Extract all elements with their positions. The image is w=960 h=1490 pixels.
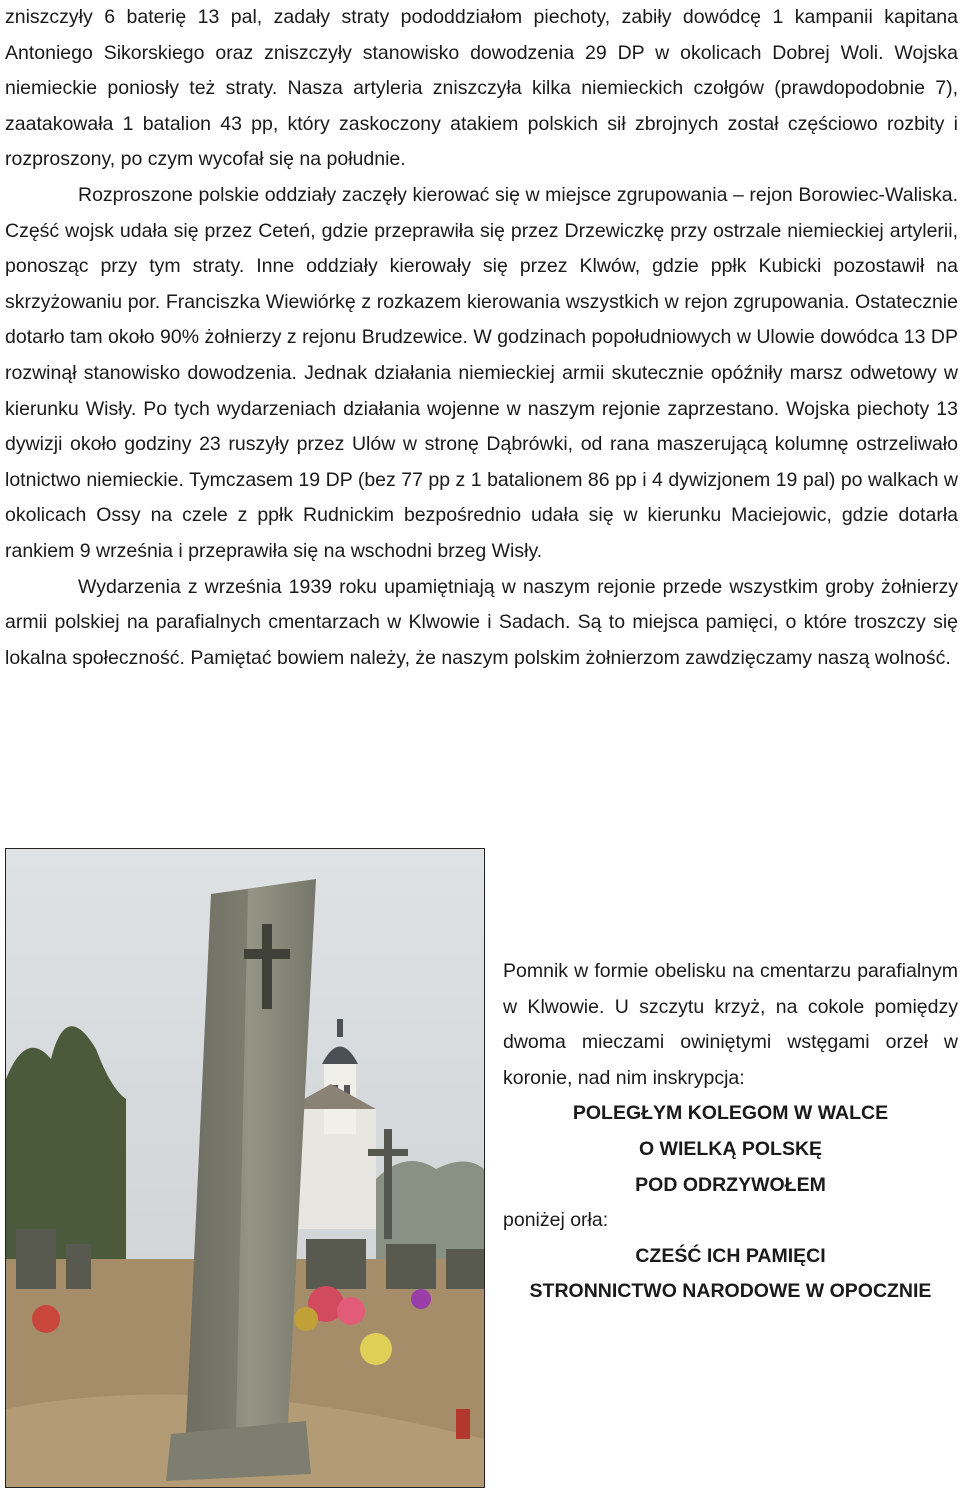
inscription-line-5: STRONNICTWO NARODOWE W OPOCZNIE: [529, 1280, 932, 1303]
inscription-line-1: POLEGŁYM KOLEGOM W WALCE: [572, 1102, 889, 1125]
carved-cross-icon: [262, 924, 272, 1009]
obelisk-photo-illustration: [6, 849, 484, 1487]
obelisk-photo: [5, 848, 485, 1488]
inscription-line-4: CZEŚĆ ICH PAMIĘCI: [635, 1244, 826, 1267]
caption-intro: Pomnik w formie obelisku na cmentarzu parafialnym w Klwowie. U szczytu krzyż, na cokole pomiędzy dwoma mieczami owiniętymi wstęgami orzeł w koronie, nad nim inskrypcja:: [503, 960, 958, 1089]
article-paragraph-3: Wydarzenia z września 1939 roku upamiętniają w naszym rejonie przede wszystkim groby żołnierzy armii polskiej na parafialnych cmentarzach w Klwowie i Sadach. Są to miejsca pamięci, o które troszczy się lokalna społeczność. Pamiętać bowiem należy, że naszym polskim żołnierzom zawdzięczamy naszą wolność.: [5, 575, 958, 669]
article-paragraph-2: Rozproszone polskie oddziały zaczęły kierować się w miejsce zgrupowania – rejon Borowiec-Waliska. Część wojsk udała się przez Ceteń, gdzie przeprawiła się przez Drzewiczkę przy ostrzale niemieckiej artylerii, ponosząc przy tym straty. Inne oddziały kierowały się przez Klwów, gdzie ppłk Kubicki pozostawił na skrzyżowaniu por. Franciszka Wiewiórkę z rozkazem kierowania wszystkich w rejon zgrupowania. Ostatecznie dotarło tam około 90% żołnierzy z rejonu Brudzewice. W godzinach popołudniowych w Ulowie dowódca 13 DP rozwinął stanowisko dowodzenia. Jednak działania niemieckiej armii skutecznie opóźniły marsz odwetowy w kierunku Wisły. Po tych wydarzeniach działania wojenne w naszym rejonie zaprzestano. Wojska piechoty 13 dywizji około godziny 23 ruszyły przez Ulów w stronę Dąbrówki, od rana maszerującą kolumnę ostrzeliwało lotnictwo niemieckie. Tymczasem 19 DP (bez 77 pp z 1 batalionem 86 pp i 4 dywizjonem 19 pal) po walkach w okolicach Ossy na czele z ppłk Rudnickim bezpośrednio udała się w kierunku Maciejowic, gdzie dotarła rankiem 9 września i przeprawiła się na wschodni brzeg Wisły.: [5, 183, 958, 562]
inscription-line-2: O WIELKĄ POLSKĘ: [638, 1137, 823, 1160]
caption-below-eagle: poniżej orła:: [503, 1209, 609, 1232]
inscription-line-3: POD ODRZYWOŁEM: [635, 1173, 826, 1196]
article-paragraph-1: zniszczyły 6 baterię 13 pal, zadały straty pododdziałom piechoty, zabiły dowódcę 1 kampanii kapitana Antoniego Sikorskiego oraz zniszczyły stanowisko dowodzenia 29 DP w okolicach Dobrej Woli. Wojska niemieckie poniosły też straty. Nasza artyleria zniszczyła kilka niemieckich czołgów (prawdopodobnie 7), zaatakowała 1 batalion 43 pp, który zaskoczony atakiem polskich sił zbrojnych został częściowo rozbity i rozproszony, po czym wycofał się na południe.: [5, 6, 958, 171]
article-body: [5, 0, 958, 676]
photo-caption: [503, 954, 958, 1310]
